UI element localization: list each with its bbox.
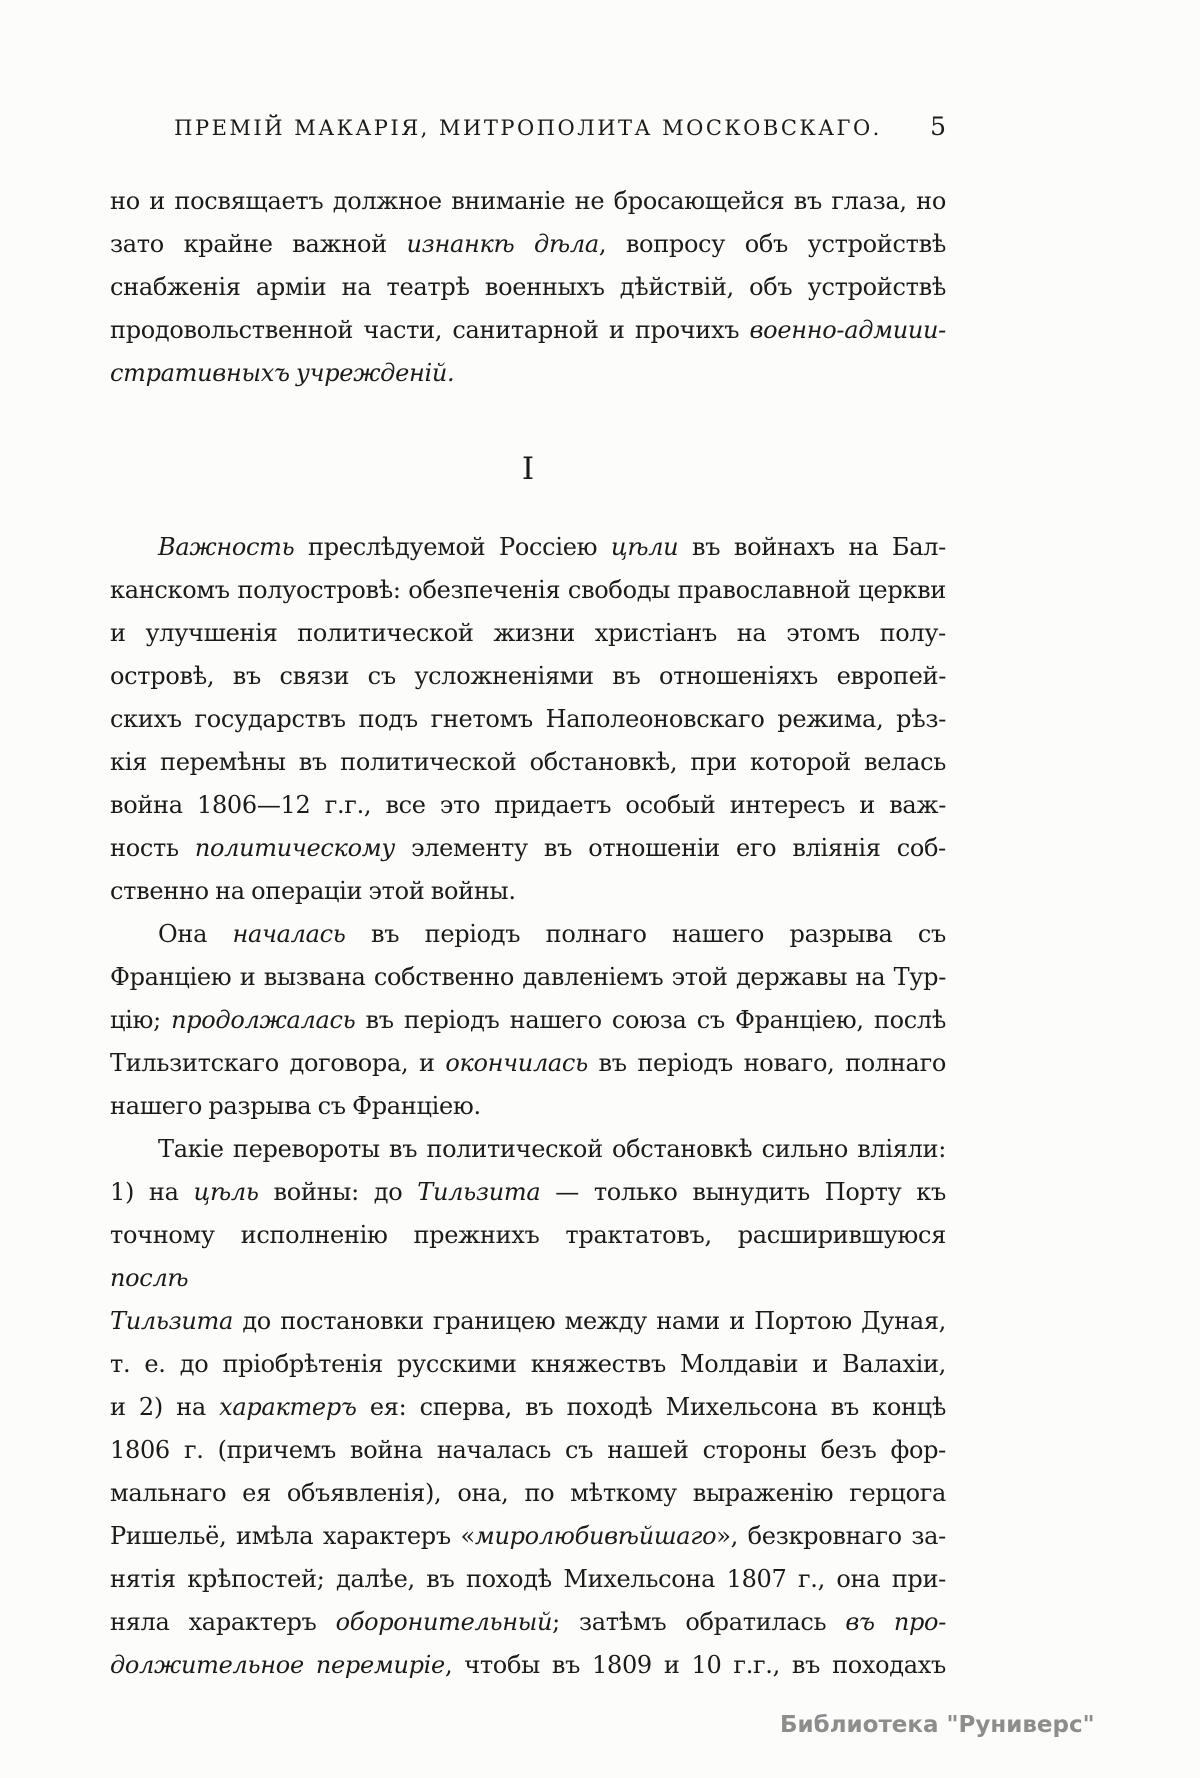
text-line <box>110 956 946 999</box>
italic-text-segment: миролюбивѣйшаго <box>474 1522 717 1550</box>
italic-text-segment: цѣли <box>610 533 679 561</box>
text-line <box>110 1171 946 1214</box>
text-line <box>110 180 946 223</box>
text-segment: ея: сперва, въ походѣ Михельсона въ концѣ <box>356 1393 946 1421</box>
text-line <box>110 352 946 395</box>
text-segment: островѣ, въ связи съ усложненіями въ отношеніяхъ европей- <box>110 662 946 690</box>
text-line <box>110 1343 946 1386</box>
italic-text-segment: началась <box>232 920 346 948</box>
text-line <box>110 655 946 698</box>
text-segment: Франціею и вызвана собственно давленіемъ этой державы на Тур- <box>110 963 946 991</box>
text-segment: 1) на <box>110 1178 194 1206</box>
running-title: ПРЕМІЙ МАКАРІЯ, МИТРОПОЛИТА МОСКОВСКАГО. <box>174 116 882 140</box>
italic-text-segment: должительное перемиріе <box>110 1651 445 1679</box>
text-segment: Она <box>158 920 233 948</box>
text-line <box>110 1042 946 1085</box>
text-segment: нашего разрыва съ Франціею. <box>110 1092 481 1120</box>
text-segment: скихъ государствъ подъ гнетомъ Наполеоновскаго режима, рѣз- <box>110 705 946 733</box>
text-line <box>110 913 946 956</box>
text-segment: но и посвящаетъ должное вниманіе не бросающейся въ глаза, но <box>110 187 946 215</box>
italic-text-segment: послѣ <box>110 1264 189 1292</box>
italic-text-segment: характеръ <box>219 1393 357 1421</box>
text-line <box>110 827 946 870</box>
italic-text-segment: цѣль <box>193 1178 259 1206</box>
text-segment: въ періодъ полнаго нашего разрыва съ <box>345 920 946 948</box>
text-line <box>110 1386 946 1429</box>
text-line <box>110 309 946 352</box>
text-line <box>110 1300 946 1343</box>
text-line <box>110 612 946 655</box>
text-segment: мальнаго ея объявленія), она, по мѣткому выраженію герцога <box>110 1479 946 1507</box>
italic-text-segment: военно-адмиии- <box>749 316 946 344</box>
text-line <box>110 784 946 827</box>
text-line <box>110 1558 946 1601</box>
text-segment: въ войнахъ на Бал- <box>678 533 946 561</box>
text-line <box>110 999 946 1042</box>
text-segment: — только вынудить Порту къ <box>540 1178 946 1206</box>
text-segment: ность <box>110 834 195 862</box>
library-watermark: Библиотека "Руниверс" <box>780 1712 1095 1738</box>
text-segment: 1806 г. (причемъ война началась съ нашей стороны безъ фор- <box>110 1436 946 1464</box>
text-segment: преслѣдуемой Россіею <box>294 533 611 561</box>
text-segment: канскомъ полуостровѣ: обезпеченія свободы православной церкви <box>110 576 946 604</box>
text-segment: цію; <box>110 1006 172 1034</box>
text-segment: Тильзитскаго договора, и <box>110 1049 446 1077</box>
text-segment: т. е. до пріобрѣтенія русскими княжествъ Молдавіи и Валахіи, <box>110 1350 946 1378</box>
text-segment: Ришельё, имѣла характеръ « <box>110 1522 475 1550</box>
italic-text-segment: стративныхъ учрежденій. <box>110 359 455 387</box>
text-line <box>110 1644 946 1687</box>
italic-text-segment: Тильзита <box>417 1178 541 1206</box>
text-segment: няла характеръ <box>110 1608 336 1636</box>
text-segment: точному исполненію прежнихъ трактатовъ, расширившуюся <box>110 1221 946 1249</box>
text-segment: въ періодъ нашего союза съ Франціею, послѣ <box>355 1006 946 1034</box>
text-line <box>110 1128 946 1171</box>
italic-text-segment: окончилась <box>445 1049 588 1077</box>
italic-text-segment: въ про- <box>845 1608 947 1636</box>
text-line <box>110 1214 946 1300</box>
page-number: 5 <box>930 112 946 141</box>
section-heading: I <box>521 451 535 487</box>
text-line <box>110 1601 946 1644</box>
text-segment: до постановки границею между нами и Портою Дуная, <box>233 1307 946 1335</box>
text-segment: элементу въ отношеніи его вліянія соб- <box>394 834 946 862</box>
text-line <box>110 1472 946 1515</box>
text-segment: , вопросу объ устройствѣ <box>598 230 946 258</box>
text-segment: въ періодъ новаго, полнаго <box>587 1049 946 1077</box>
text-segment: нятія крѣпостей; далѣе, въ походѣ Михельсона 1807 г., она при- <box>110 1565 946 1593</box>
text-segment: кія перемѣны въ политической обстановкѣ, при которой велась <box>110 748 946 776</box>
paragraph <box>110 1128 946 1687</box>
text-line <box>110 266 946 309</box>
text-segment: зато крайне важной <box>110 230 407 258</box>
text-line <box>110 698 946 741</box>
text-segment: , чтобы въ 1809 и 10 г.г., въ походахъ <box>444 1651 947 1679</box>
text-line <box>110 526 946 569</box>
text-segment: войны: до <box>258 1178 418 1206</box>
paragraph <box>110 913 946 1128</box>
text-line <box>110 1429 946 1472</box>
text-line <box>110 569 946 612</box>
text-segment: снабженія арміи на театрѣ военныхъ дѣйствій, объ устройствѣ <box>110 273 946 301</box>
text-segment: ; затѣмъ обратилась <box>552 1608 846 1636</box>
text-segment: и улучшенія политической жизни христіанъ на этомъ полу- <box>110 619 946 647</box>
italic-text-segment: оборонительный <box>335 1608 553 1636</box>
italic-text-segment: Тильзита <box>110 1307 234 1335</box>
italic-text-segment: изнанкѣ дѣла <box>406 230 599 258</box>
paragraph-continuation <box>110 180 946 395</box>
text-line <box>110 1515 946 1558</box>
italic-text-segment: Важность <box>158 533 295 561</box>
text-line <box>110 741 946 784</box>
text-segment: и 2) на <box>110 1393 220 1421</box>
paragraph <box>110 526 946 913</box>
text-line <box>110 870 946 913</box>
text-segment: », безкровнаго за- <box>716 1522 946 1550</box>
text-line <box>110 1085 946 1128</box>
italic-text-segment: политическому <box>194 834 395 862</box>
italic-text-segment: продолжалась <box>171 1006 356 1034</box>
text-segment: ственно на операціи этой войны. <box>110 877 516 905</box>
text-segment: продовольственной части, санитарной и прочихъ <box>110 316 750 344</box>
text-segment: война 1806—12 г.г., все это придаетъ особый интересъ и важ- <box>110 791 946 819</box>
text-line <box>110 223 946 266</box>
text-segment: Такіе перевороты въ политической обстановкѣ сильно вліяли: <box>158 1135 946 1163</box>
